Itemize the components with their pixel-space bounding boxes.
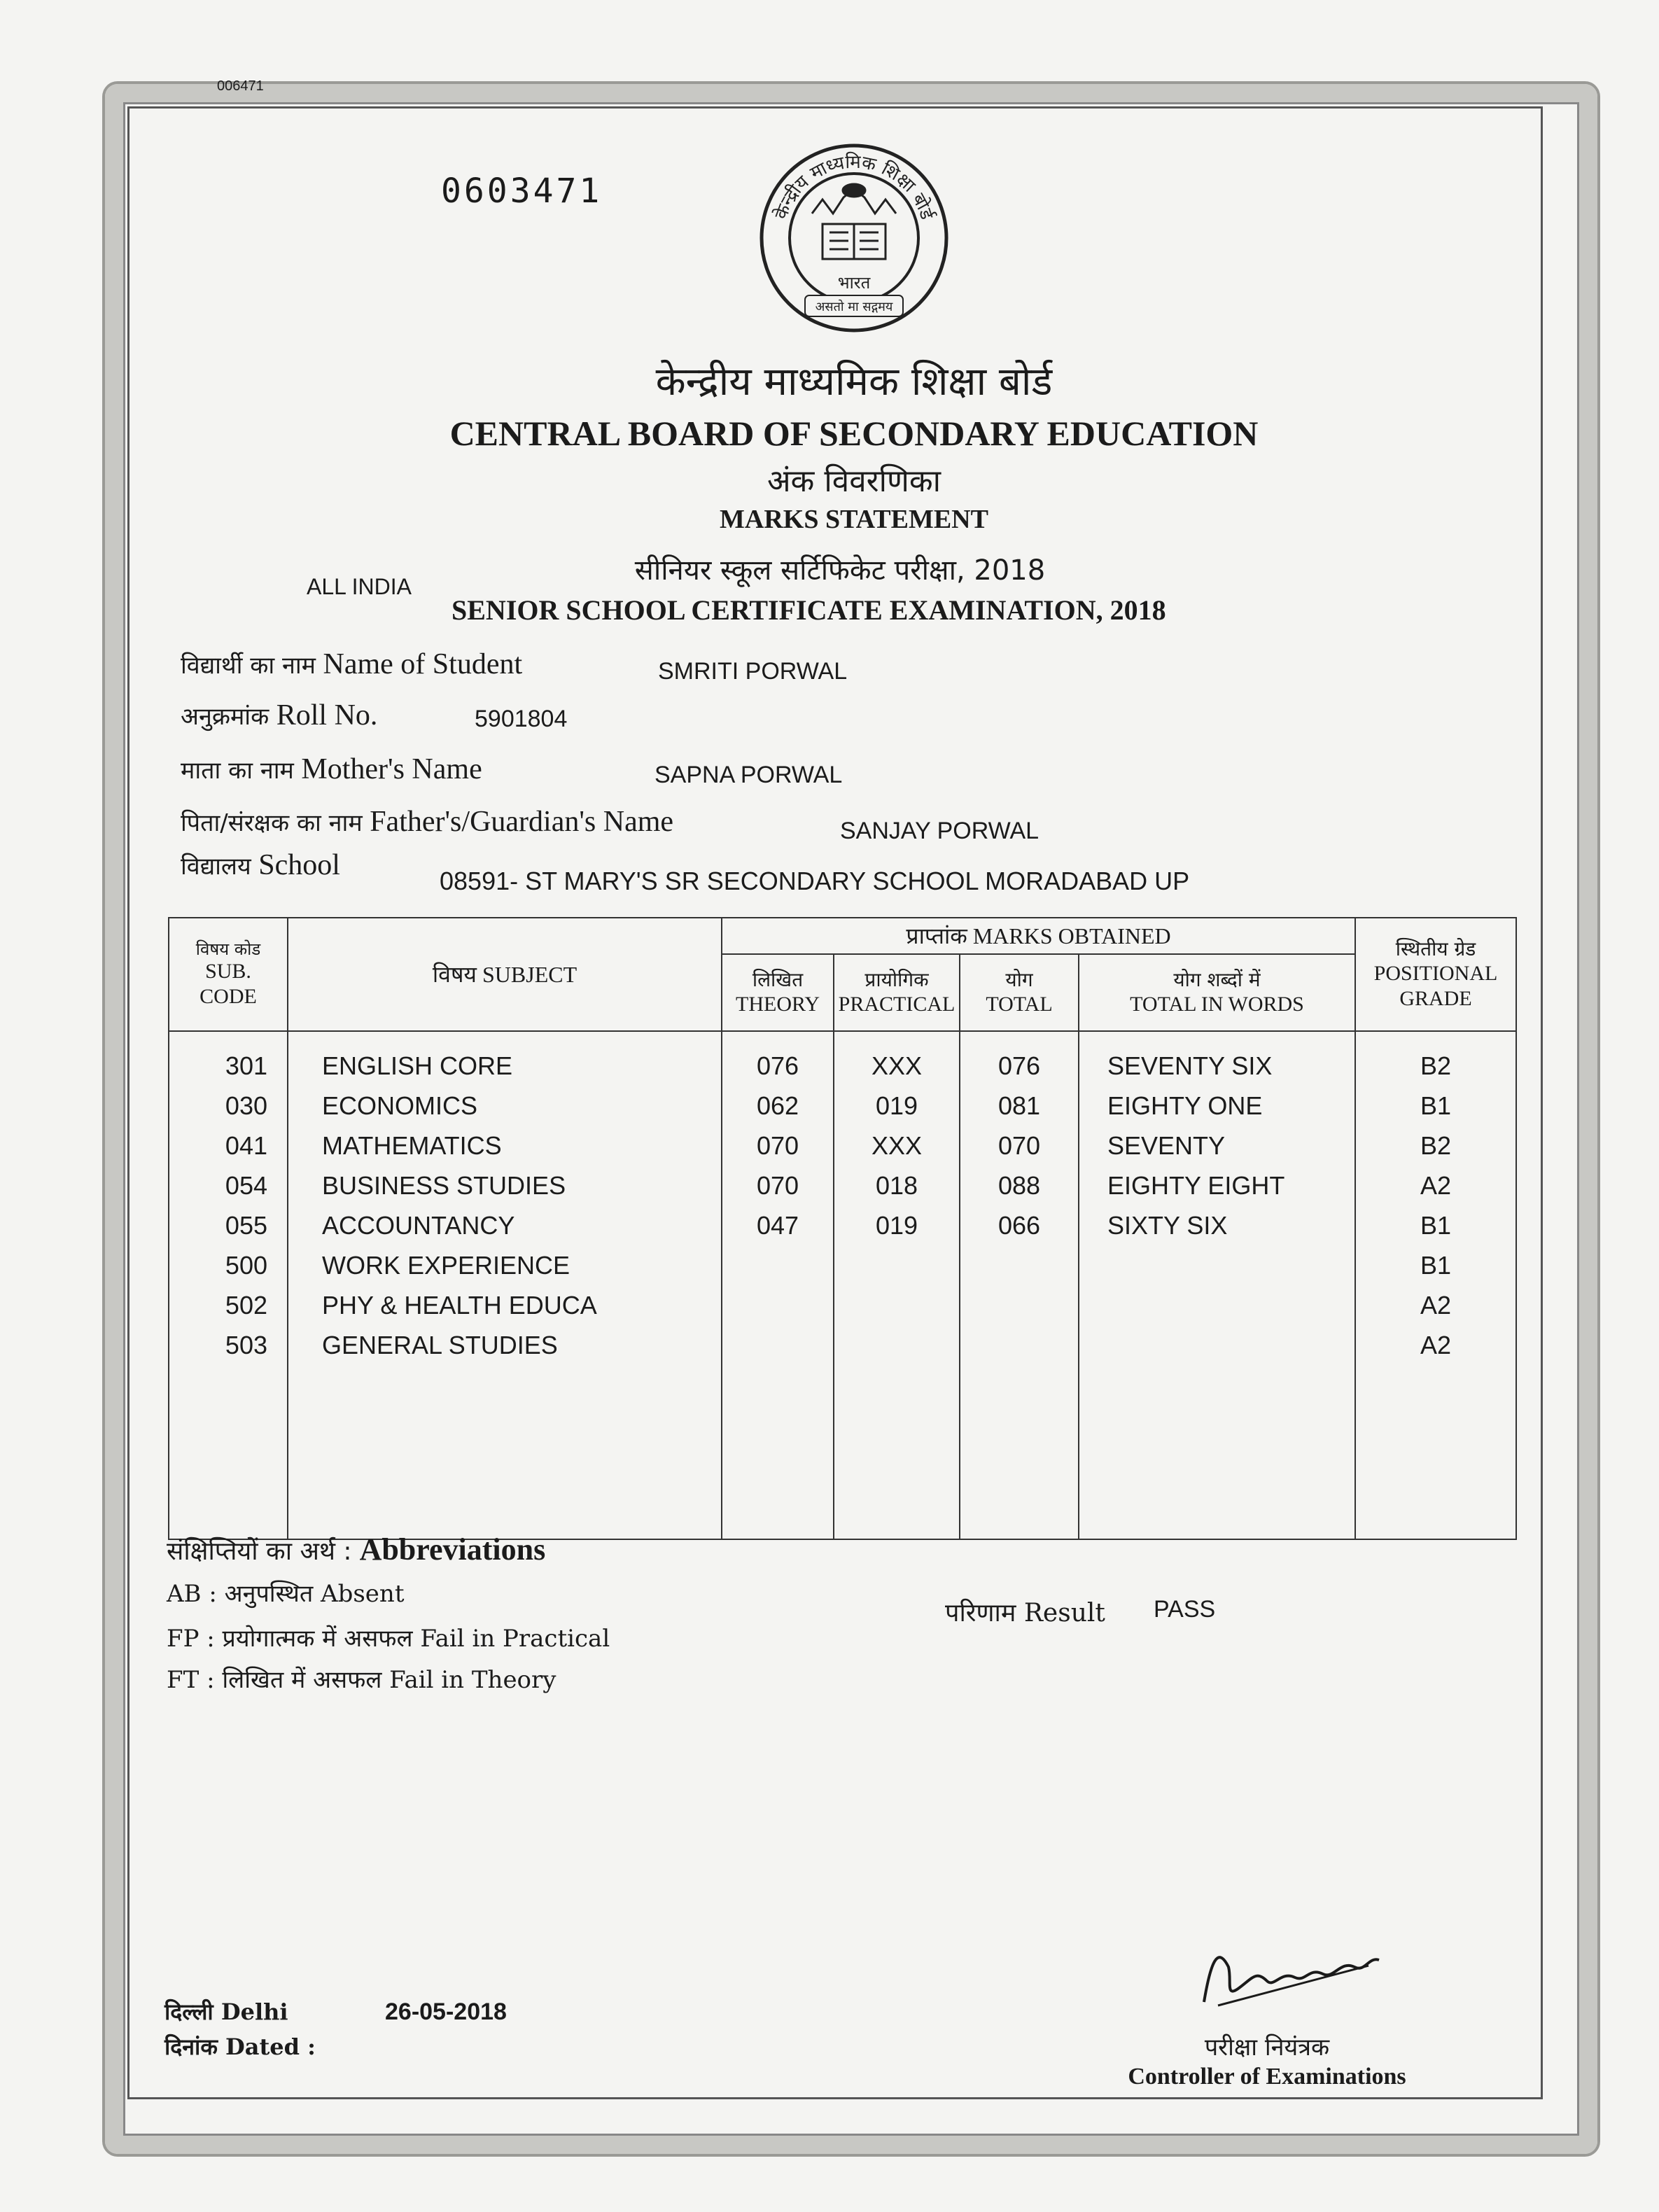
- positional-grade: B2: [1420, 1131, 1452, 1160]
- theory-mark: 062: [756, 1091, 799, 1120]
- exam-title-english: SENIOR SCHOOL CERTIFICATE EXAMINATION, 2018: [451, 594, 1166, 626]
- header-sub-code: [169, 918, 288, 1031]
- header-total-words: [1079, 954, 1355, 1031]
- result-value: PASS: [1154, 1596, 1216, 1623]
- practical-column: [834, 1031, 960, 1539]
- cbse-seal-icon: [756, 140, 952, 336]
- marks-table: [168, 917, 1517, 1540]
- sub-code: 055: [225, 1211, 267, 1240]
- abbrev-fail-theory: FT : लिखित में असफल Fail in Theory: [167, 1666, 556, 1694]
- roll-label-hindi: अनुक्रमांक: [181, 703, 270, 731]
- subject-name: GENERAL STUDIES: [322, 1331, 558, 1359]
- grades-column: [1355, 1031, 1516, 1539]
- issue-date: 26-05-2018: [385, 1998, 507, 2025]
- codes-column: [169, 1031, 288, 1539]
- total-in-words: EIGHTY ONE: [1107, 1091, 1263, 1120]
- header-practical: [834, 954, 960, 1031]
- subject-name: ENGLISH CORE: [322, 1051, 513, 1080]
- father-label-hindi: पिता/संरक्षक का नाम: [181, 809, 363, 837]
- total-mark: 076: [997, 1051, 1041, 1080]
- total-column: [960, 1031, 1079, 1539]
- theory-mark: 047: [756, 1211, 799, 1240]
- practical-mark: 019: [875, 1091, 918, 1120]
- header-subject: विषय SUBJECT: [288, 918, 722, 1031]
- positional-grade: A2: [1420, 1331, 1452, 1359]
- header-positional-grade: [1355, 918, 1516, 1031]
- mother-label: Mother's Name: [301, 753, 482, 785]
- words-column: [1079, 1031, 1355, 1539]
- father-name: SANJAY PORWAL: [840, 818, 1040, 844]
- header-code-code: CODE: [200, 985, 257, 1009]
- positional-grade: B1: [1420, 1211, 1452, 1240]
- subject-name: BUSINESS STUDIES: [322, 1171, 566, 1200]
- header-code-hindi: विषय कोड: [195, 939, 261, 959]
- subjects-column: [288, 1031, 722, 1539]
- subject-name: ACCOUNTANCY: [322, 1211, 515, 1240]
- positional-grade: B2: [1420, 1051, 1452, 1080]
- exam-title-hindi: सीनियर स्कूल सर्टिफिकेट परीक्षा, 2018: [634, 554, 1046, 587]
- school-name: 08591- ST MARY'S SR SECONDARY SCHOOL MORADABAD UP: [440, 867, 1190, 895]
- student-name-label-hindi: विद्यार्थी का नाम: [181, 652, 316, 680]
- header-theory-hindi: लिखित: [752, 968, 804, 992]
- sub-code: 301: [225, 1051, 267, 1080]
- controller-title-hindi: परीक्षा नियंत्रक: [1204, 2033, 1330, 2062]
- small-serial: 006471: [217, 78, 264, 94]
- controller-title-english: Controller of Examinations: [1128, 2064, 1406, 2090]
- theory-column: [722, 1031, 834, 1539]
- sub-code: 030: [225, 1091, 267, 1120]
- student-name-label: Name of Student: [323, 648, 523, 680]
- practical-mark: 019: [875, 1211, 918, 1240]
- result-label: परिणाम Result: [945, 1599, 1105, 1628]
- positional-grade: B1: [1420, 1091, 1452, 1120]
- header-practical-hindi: प्रायोगिक: [864, 968, 929, 992]
- abbreviations-title: [167, 1532, 545, 1567]
- mother-label-hindi: माता का नाम: [181, 757, 294, 785]
- total-in-words: SIXTY SIX: [1107, 1211, 1228, 1240]
- header-grade-hindi: स्थितीय ग्रेड: [1395, 937, 1476, 961]
- subject-name: ECONOMICS: [322, 1091, 478, 1120]
- header-theory: [722, 954, 834, 1031]
- student-name-row: [181, 648, 522, 681]
- header-total-hindi: योग: [1005, 968, 1033, 992]
- positional-grade: A2: [1420, 1171, 1452, 1200]
- dated-label: दिनांक Dated :: [164, 2033, 316, 2060]
- sub-code: 054: [225, 1171, 267, 1200]
- header-practical-en: PRACTICAL: [838, 992, 955, 1016]
- header-total-en: TOTAL: [986, 992, 1053, 1016]
- theory-mark: 076: [756, 1051, 799, 1080]
- positional-grade: B1: [1420, 1251, 1452, 1280]
- subject-name: MATHEMATICS: [322, 1131, 502, 1160]
- sub-code: 041: [225, 1131, 267, 1160]
- school-label: School: [258, 849, 340, 881]
- abbrev-fail-practical: FP : प्रयोगात्मक में असफल Fail in Practical: [167, 1625, 610, 1653]
- abbrev-absent: AB : अनुपस्थित Absent: [167, 1580, 405, 1608]
- roll-label: Roll No.: [276, 699, 378, 732]
- sub-code: 502: [225, 1291, 267, 1320]
- subject-name: PHY & HEALTH EDUCA: [322, 1291, 597, 1320]
- theory-mark: 070: [756, 1131, 799, 1160]
- statement-title-english: MARKS STATEMENT: [720, 505, 988, 534]
- header-grade-grade: GRADE: [1399, 986, 1472, 1010]
- sub-code: 503: [225, 1331, 267, 1359]
- total-in-words: SEVENTY SIX: [1107, 1051, 1273, 1080]
- board-title-hindi: केन्द्रीय माध्यमिक शिक्षा बोर्ड: [655, 359, 1053, 405]
- header-grade-positional: POSITIONAL: [1373, 961, 1498, 985]
- seal-bottom-text: भारत: [837, 273, 871, 293]
- seal-top-text: केन्द्रीय माध्यमिक शिक्षा बोर्ड: [771, 151, 937, 223]
- mother-name: SAPNA PORWAL: [654, 762, 843, 788]
- total-mark: 070: [997, 1131, 1041, 1160]
- student-name: SMRITI PORWAL: [658, 658, 848, 685]
- total-mark: 088: [997, 1171, 1041, 1200]
- total-in-words: EIGHTY EIGHT: [1107, 1171, 1285, 1200]
- father-label: Father's/Guardian's Name: [370, 806, 674, 838]
- school-label-hindi: विद्यालय: [181, 853, 251, 881]
- sub-code: 500: [225, 1251, 267, 1280]
- header-marks-obtained: प्राप्तांक MARKS OBTAINED: [722, 918, 1355, 954]
- practical-mark: XXX: [871, 1131, 923, 1160]
- header-code-sub: SUB.: [205, 960, 251, 983]
- school-row: [181, 848, 340, 882]
- mother-row: [181, 752, 482, 786]
- total-mark: 066: [997, 1211, 1041, 1240]
- father-row: [181, 805, 673, 839]
- header-theory-en: THEORY: [736, 992, 820, 1016]
- practical-mark: XXX: [871, 1051, 923, 1080]
- seal-motto: असतो मा सद्गमय: [815, 300, 893, 314]
- total-mark: 081: [997, 1091, 1041, 1120]
- abbreviations-title-hindi: संक्षिप्तियों का अर्थ :: [167, 1537, 352, 1566]
- abbreviations-title-english: Abbreviations: [359, 1532, 546, 1567]
- total-in-words: SEVENTY: [1107, 1131, 1226, 1160]
- controller-signature: [1190, 1939, 1386, 2016]
- positional-grade: A2: [1420, 1291, 1452, 1320]
- subject-name: WORK EXPERIENCE: [322, 1251, 570, 1280]
- theory-mark: 070: [756, 1171, 799, 1200]
- practical-mark: 018: [875, 1171, 918, 1200]
- place-label: दिल्ली Delhi: [164, 1998, 288, 2025]
- header-words-hindi: योग शब्दों में: [1173, 968, 1261, 992]
- header-words-en: TOTAL IN WORDS: [1130, 992, 1304, 1016]
- all-india-label: ALL INDIA: [307, 574, 412, 599]
- header-total: [960, 954, 1079, 1031]
- board-title-english: CENTRAL BOARD OF SECONDARY EDUCATION: [449, 414, 1259, 453]
- roll-number: 5901804: [475, 706, 568, 732]
- statement-title-hindi: अंक विवरणिका: [766, 463, 941, 499]
- roll-row: [181, 699, 377, 732]
- serial-number: 0603471: [441, 172, 603, 211]
